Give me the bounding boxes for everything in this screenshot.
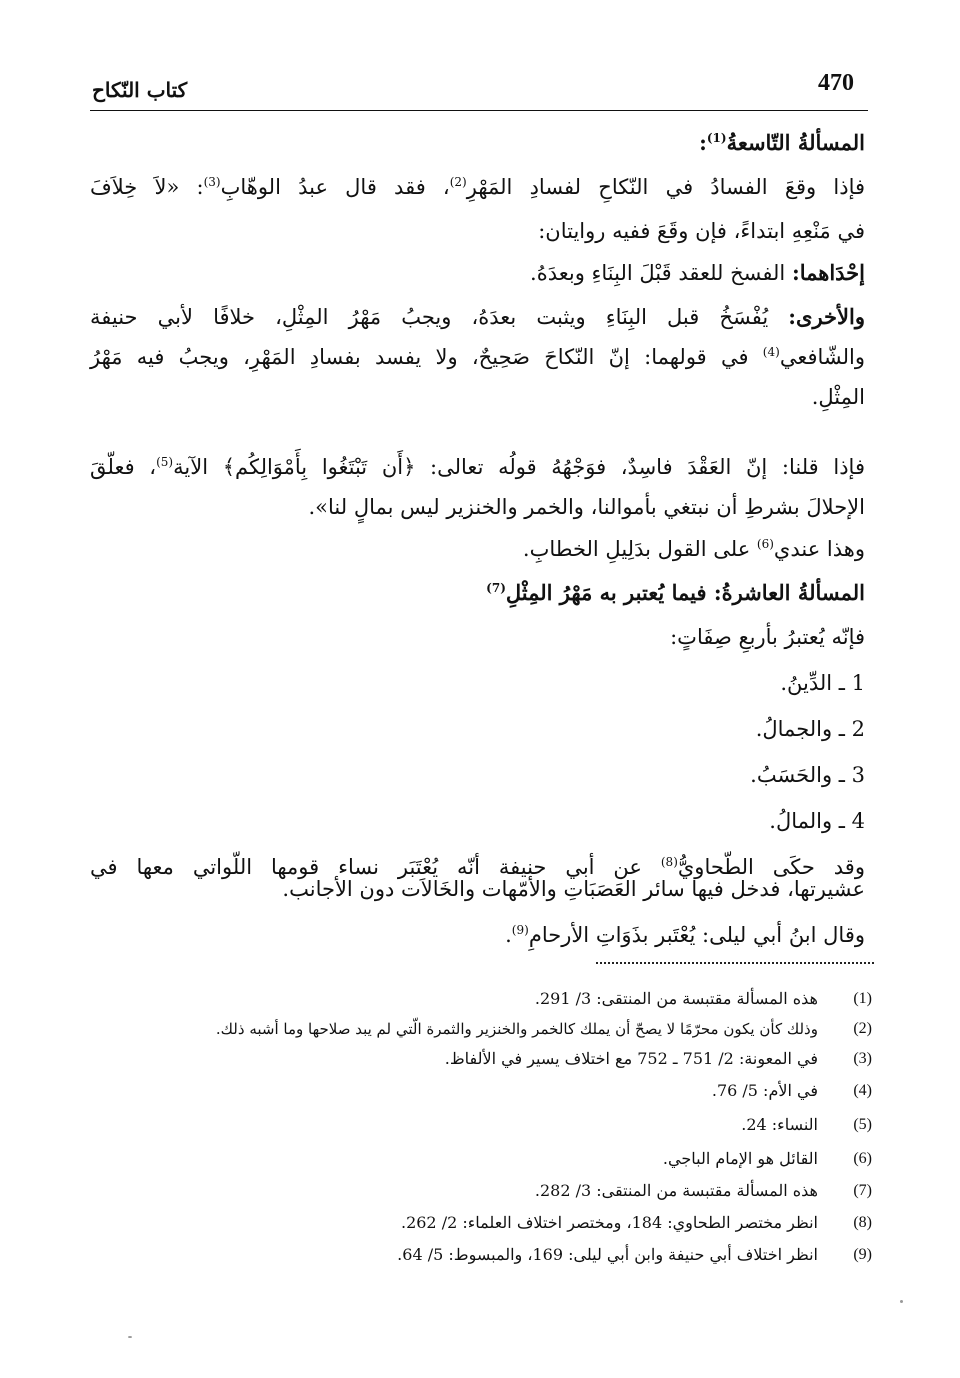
paragraph-line bbox=[90, 452, 865, 482]
text-run: . bbox=[505, 923, 512, 947]
list-item: 3 ـ والحَسَبُ. bbox=[750, 763, 865, 787]
footnote-ref: (6) bbox=[756, 537, 774, 551]
heading-text: المسألةُ العاشرةُ: فيما يُعتبر به مَهْرُ المِثْلِ bbox=[505, 580, 865, 605]
footnote-text: في المعونة: 2/ 751 ـ 752 مع اختلاف يسير في الألفاظ. bbox=[444, 1049, 818, 1068]
footnote-ref: (5) bbox=[156, 455, 174, 469]
paragraph-line bbox=[505, 920, 865, 950]
footnote-text: هذه المسألة مقتبسة من المنتقى: 3/ 291. bbox=[534, 989, 818, 1008]
page-number: 470 bbox=[818, 70, 854, 96]
text-run: والشّافعي bbox=[779, 345, 865, 369]
footnote-text: انظر اختلاف أبي حنيفة وابن أبي ليلى: 169، والمبسوط: 5/ 64. bbox=[397, 1245, 818, 1264]
text-run: يُفْسَخُ قبل البِنَاءِ ويثبت بعدَهُ، ويجبُ مَهْرُ المِثْلِ، خلافًا لأبي حنيفة bbox=[90, 305, 789, 329]
paragraph-line: المِثْلِ. bbox=[811, 385, 865, 409]
section-heading-tenth bbox=[486, 578, 865, 608]
footnote-number: (6) bbox=[853, 1150, 872, 1167]
footnote-text: في الأم: 5/ 76. bbox=[711, 1081, 818, 1100]
paragraph-line bbox=[90, 172, 865, 202]
paragraph-line bbox=[523, 534, 865, 564]
paragraph-line: فإنّه يُعتبرُ بأربعِ صِفَاتٍ: bbox=[670, 625, 865, 649]
footnote-ref: (8) bbox=[660, 855, 678, 869]
paragraph-line: في مَنْعِهِ ابتداءً، فإن وقَعَ ففيه روايتان: bbox=[538, 219, 865, 243]
paragraph-line bbox=[90, 342, 865, 372]
list-item: 2 ـ والجمالُ. bbox=[755, 717, 865, 741]
footnote-number: (3) bbox=[853, 1050, 872, 1067]
text-run: ، فقد قال عبدُ الوهّابِ bbox=[220, 175, 450, 199]
scan-speck bbox=[128, 1336, 132, 1338]
paragraph-line: عشيرتها، فدخل فيها سائر العَصَبَاتِ والأمّهات والخَالاَت دون الأجانب. bbox=[282, 877, 865, 901]
text-run: وهذا عندي bbox=[773, 537, 865, 561]
scan-speck bbox=[900, 1300, 903, 1303]
list-item: 1 ـ الدِّينُ. bbox=[780, 671, 865, 695]
list-item: 4 ـ والمالُ. bbox=[769, 809, 865, 833]
text-run: على القول بدَلِيلِ الخطابِ. bbox=[522, 537, 757, 561]
footnote-ref: (4) bbox=[762, 345, 780, 359]
text-run: الفسخ للعقد قَبْلَ البِنَاءِ وبعدَهُ. bbox=[530, 261, 792, 285]
footnote-ref: (3) bbox=[203, 175, 221, 189]
paragraph-label: والأخرى: bbox=[788, 304, 865, 329]
paragraph-line: الإحلالَ بشرطِ أن نبتغي بأموالنا، والخمر والخنزير ليس بمالٍ لنا». bbox=[308, 495, 865, 519]
text-run: فإذا قلنا: إنّ العَقْدَ فاسِدٌ، فوَجْهُهُ قولُه تعالى: ﴿أَن تَبْتَغُوا بِأَمْوَالِكُم﴾ الآية bbox=[173, 455, 865, 479]
paragraph-label: إحْدَاهما: bbox=[791, 260, 865, 285]
header-rule bbox=[90, 110, 868, 111]
footnote-separator bbox=[596, 962, 874, 964]
footnote-number: (8) bbox=[853, 1214, 872, 1231]
footnote-ref: (1) bbox=[706, 131, 727, 145]
footnote-text: هذه المسألة مقتبسة من المنتقى: 3/ 282. bbox=[534, 1181, 818, 1200]
footnote-number: (7) bbox=[853, 1182, 872, 1199]
paragraph-line bbox=[90, 302, 865, 332]
running-title: كتاب النّكاح bbox=[92, 78, 188, 102]
footnote-ref: (9) bbox=[511, 923, 529, 937]
footnote-number: (2) bbox=[853, 1020, 872, 1037]
paragraph-line bbox=[530, 258, 865, 288]
footnote-text: انظر مختصر الطحاوي: 184، ومختصر اختلاف العلماء: 2/ 262. bbox=[400, 1213, 818, 1232]
footnote-ref: (2) bbox=[449, 175, 467, 189]
text-run: : «لاَ خِلاَفَ bbox=[90, 175, 204, 199]
text-run: وقال ابنُ أبي ليلى: يُعْتَبر بذَوَاتِ الأرحامِ bbox=[528, 923, 865, 947]
footnote-ref: (7) bbox=[486, 581, 506, 595]
footnote-text: وذلك كأن يكون محرّمًا لا يصحّ أن يملك كالخمر والخنزير والثمرة الّتي لم يبد صلاحها وما أشبه ذلك. bbox=[215, 1020, 818, 1038]
text-run: عن أبي حنيفة أنّه يُعْتَبَر نساء قومها اللّواتي معها في bbox=[90, 855, 661, 879]
heading-tail: : bbox=[699, 130, 707, 155]
heading-text: المسألةُ التّاسعةُ bbox=[726, 130, 865, 155]
text-run: فإذا وقعَ الفسادُ في النّكاحِ لفسادِ المَهْرِ bbox=[466, 175, 865, 199]
section-heading-ninth bbox=[699, 128, 865, 158]
text-run: وقد حكَى الطّحاويُّ bbox=[677, 855, 865, 879]
footnote-number: (4) bbox=[853, 1082, 872, 1099]
footnote-text: النساء: 24. bbox=[741, 1115, 818, 1134]
footnote-number: (5) bbox=[853, 1116, 872, 1133]
text-run: في قولهما: إنّ النّكاحَ صَحِيحٌ، ولا يفسد بفسادِ المَهْرِ، ويجبُ فيه مَهْرُ bbox=[90, 345, 763, 369]
footnote-number: (1) bbox=[853, 990, 872, 1007]
text-run: ، فعلّقَ bbox=[90, 455, 157, 479]
footnote-number: (9) bbox=[853, 1246, 872, 1263]
footnote-text: القائل هو الإمام الباجي. bbox=[662, 1149, 818, 1168]
